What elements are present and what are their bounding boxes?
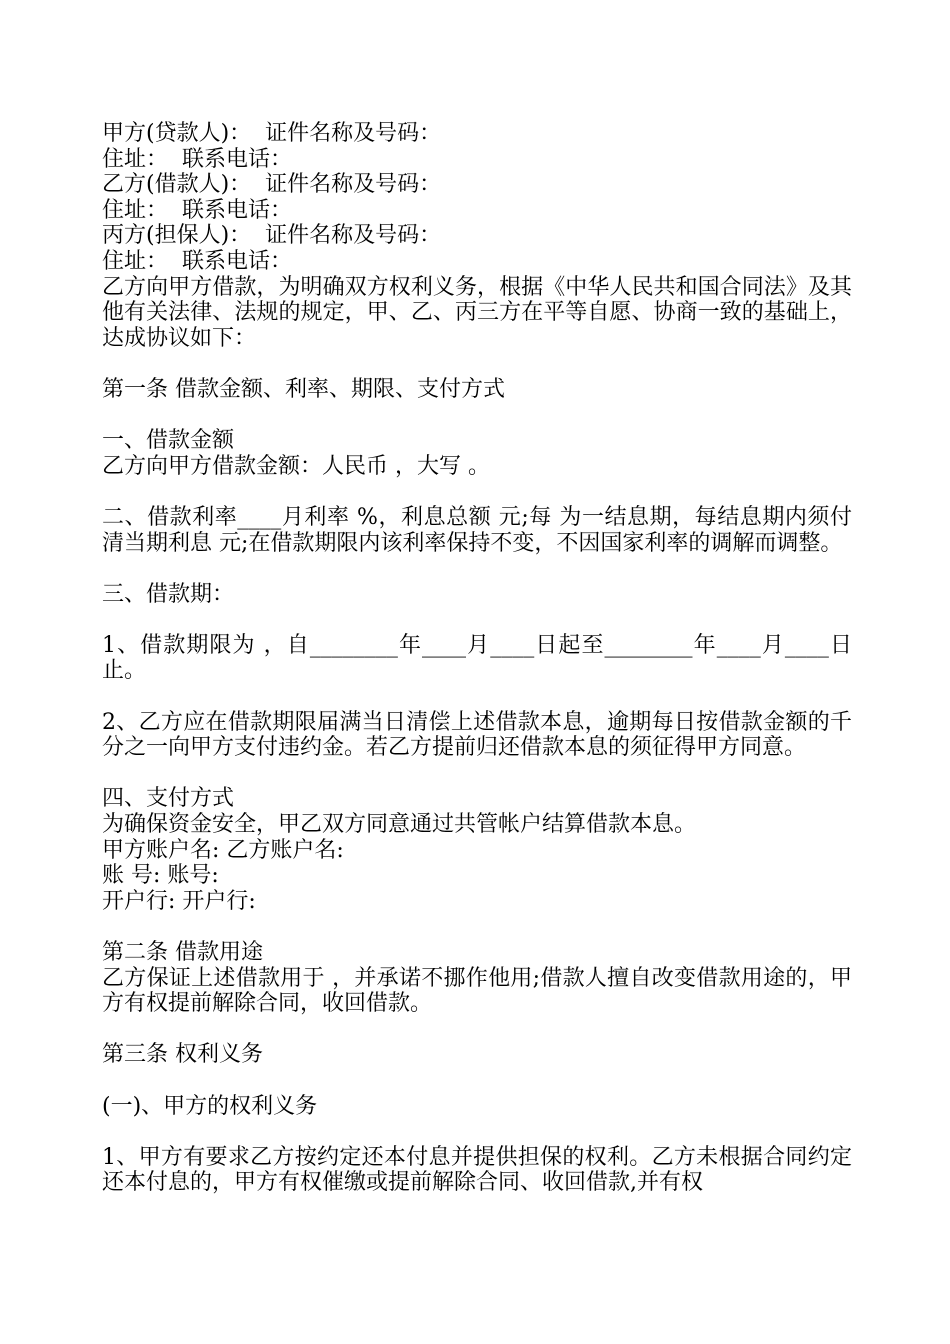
- article-3-title: 第三条 权利义务: [102, 1042, 263, 1068]
- loan-term-heading: 三、借款期：: [102, 581, 235, 607]
- party-borrower: 乙方(借款人)： 证件名称及号码：: [102, 172, 442, 198]
- payment-text: 为确保资金安全，甲乙双方同意通过共管帐户结算借款本息。: [102, 812, 697, 838]
- loan-rate-text: 二、借款利率____月利率 %，利息总额 元;每 为一结息期，每结息期内须付清当期利息 元;在借款期限内该利率保持不变，不因国家利率的调解而调整。: [102, 504, 852, 556]
- party-borrower-address: 住址： 联系电话：: [102, 197, 292, 223]
- preamble: 乙方向甲方借款，为明确双方权利义务，根据《中华人民共和国合同法》及其他有关法律、法规的规定，甲、乙、丙三方在平等自愿、协商一致的基础上，达成协议如下：: [102, 274, 852, 351]
- party-guarantor-address: 住址： 联系电话：: [102, 248, 292, 274]
- lender-rights-heading: (一)、甲方的权利义务: [102, 1093, 318, 1119]
- contract-document: [102, 121, 852, 1196]
- party-guarantor: 丙方(担保人)： 证件名称及号码：: [102, 223, 442, 249]
- loan-term-item-2: 2、乙方应在借款期限届满当日清偿上述借款本息，逾期每日按借款金额的千分之一向甲方支付违约金。若乙方提前归还借款本息的须征得甲方同意。: [102, 709, 852, 761]
- loan-amount-heading: 一、借款金额: [102, 428, 235, 454]
- bank-line: 开户行: 开户行:: [102, 888, 256, 914]
- account-number-line: 账 号: 账号:: [102, 863, 219, 889]
- loan-amount-text: 乙方向甲方借款金额：人民币 ，大写 。: [102, 453, 490, 479]
- article-2-title: 第二条 借款用途: [102, 940, 263, 965]
- article-1-title: 第一条 借款金额、利率、期限、支付方式: [102, 376, 505, 402]
- party-lender-address: 住址： 联系电话：: [102, 146, 292, 172]
- loan-term-item-1: 1、借款期限为 ，自________年____月____日起至________年____月____日止。: [102, 632, 852, 684]
- payment-heading: 四、支付方式: [102, 786, 235, 812]
- article-2-text: 乙方保证上述借款用于 ，并承诺不挪作他用;借款人擅自改变借款用途的，甲方有权提前解除合同，收回借款。: [102, 965, 852, 1017]
- party-lender: 甲方(贷款人)： 证件名称及号码：: [102, 121, 442, 146]
- lender-rights-item-1: 1、甲方有要求乙方按约定还本付息并提供担保的权利。乙方未根据合同约定还本付息的，甲方有权催缴或提前解除合同、收回借款,并有权: [102, 1144, 852, 1196]
- account-name-line: 甲方账户名: 乙方账户名:: [102, 837, 344, 863]
